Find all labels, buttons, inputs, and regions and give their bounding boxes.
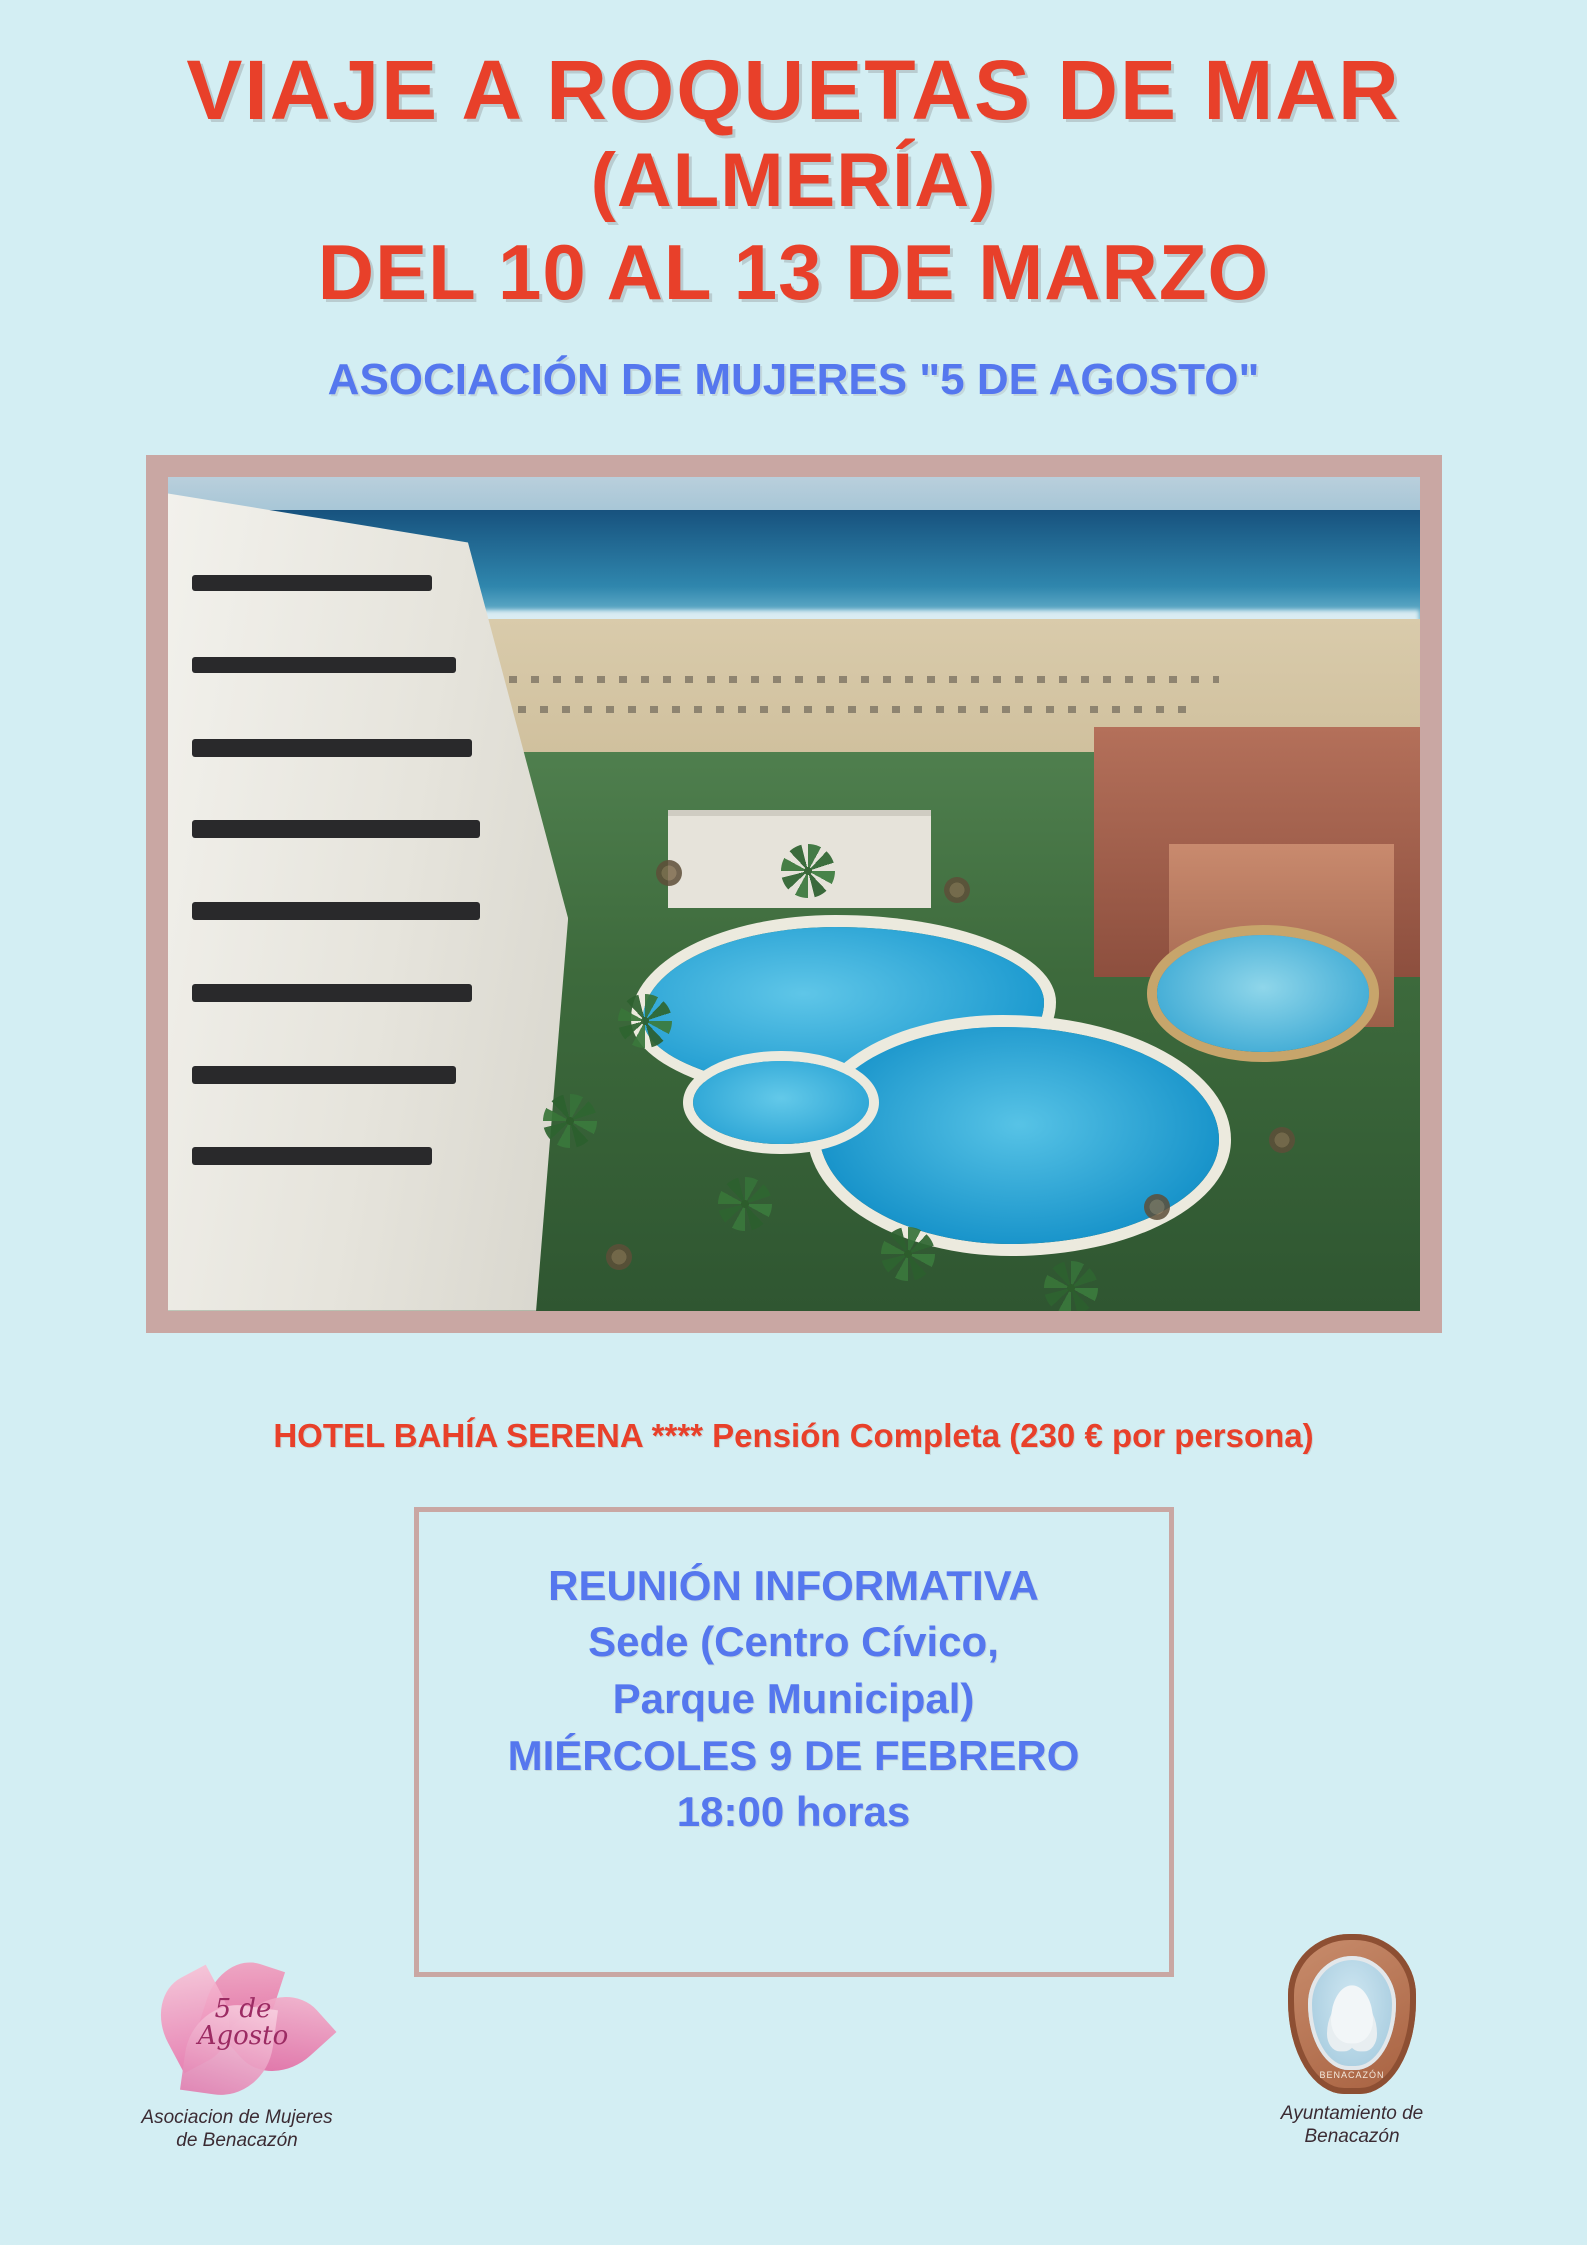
meeting-line-venue-2: Parque Municipal) (612, 1675, 975, 1723)
crest-inner-shield (1308, 1956, 1396, 2070)
dove-icon (1331, 1985, 1373, 2043)
town-hall-caption-1: Ayuntamiento de (1280, 2102, 1424, 2124)
town-hall-caption-2: Benacazón (1304, 2126, 1400, 2148)
meeting-line-title: REUNIÓN INFORMATIVA (548, 1561, 1039, 1609)
association-logo-caption-1: Asociacion de Mujeres (141, 2106, 333, 2128)
photo-palm-tree (618, 994, 672, 1048)
meeting-info-box (414, 1507, 1174, 1977)
hotel-balcony (192, 902, 480, 920)
meeting-line-time: 18:00 horas (676, 1788, 911, 1836)
photo-pool-round (1157, 935, 1370, 1052)
hotel-info-line: HOTEL BAHÍA SERENA **** Pensión Completa (230 € por persona) (273, 1416, 1314, 1454)
photo-parasol (1144, 1194, 1170, 1220)
hotel-balcony (192, 739, 472, 757)
flower-icon (142, 1960, 332, 2100)
title-block (0, 43, 1587, 317)
beach-parasol-row (518, 706, 1194, 713)
photo-frame (146, 455, 1442, 1333)
hotel-balcony (192, 984, 472, 1002)
meeting-line-venue-1: Sede (Centro Cívico, (588, 1618, 999, 1666)
hotel-balcony (192, 1066, 456, 1084)
meeting-line-date: MIÉRCOLES 9 DE FEBRERO (507, 1731, 1080, 1779)
association-logo (112, 1960, 362, 2154)
crest-label: BENACAZÓN (1319, 2069, 1385, 2080)
hotel-balcony (192, 575, 432, 591)
photo-palm-tree (543, 1094, 597, 1148)
hotel-balcony (192, 1147, 432, 1165)
association-logo-caption-2: de Benacazón (176, 2130, 298, 2152)
photo-parasol (606, 1244, 632, 1270)
hotel-photo (168, 477, 1420, 1311)
poster-title-line-1: VIAJE A ROQUETAS DE MAR (186, 43, 1401, 137)
hotel-balcony (192, 820, 480, 838)
hotel-balcony (192, 657, 456, 673)
beach-parasol-row (443, 676, 1219, 683)
photo-pool-small (693, 1061, 868, 1144)
photo-palm-tree (781, 844, 835, 898)
poster-title-line-3: DEL 10 AL 13 DE MARZO (317, 228, 1270, 317)
photo-parasol (656, 860, 682, 886)
poster-title-line-2: (ALMERÍA) (590, 137, 997, 223)
crest-icon (1288, 1934, 1416, 2094)
poster-subtitle: ASOCIACIÓN DE MUJERES "5 DE AGOSTO" (327, 354, 1260, 404)
town-hall-logo (1227, 1934, 1477, 2150)
photo-palm-tree (1044, 1261, 1098, 1311)
photo-parasol (944, 877, 970, 903)
association-logo-mark-text: 5 de Agosto (197, 1993, 289, 2051)
